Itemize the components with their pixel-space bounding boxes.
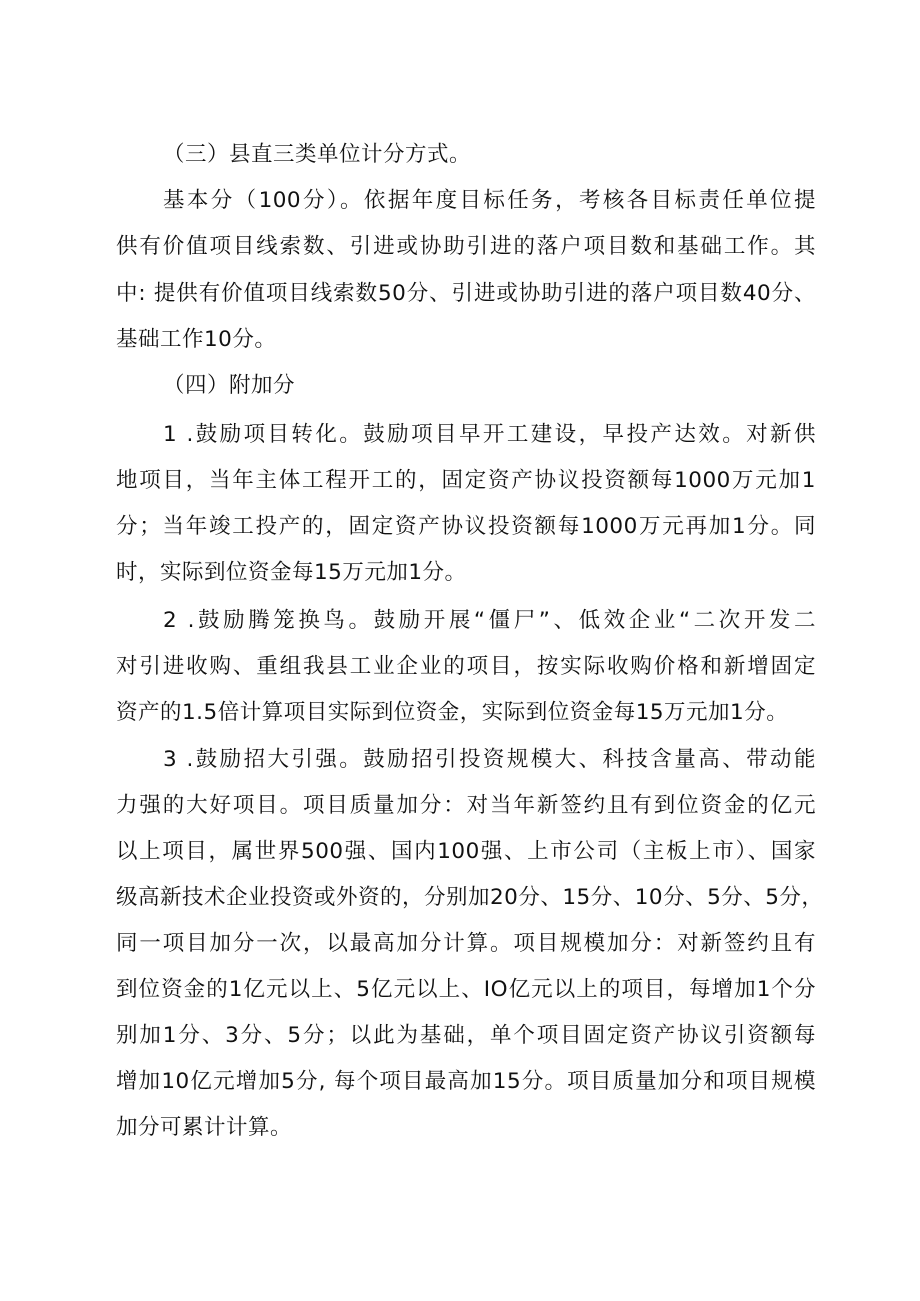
paragraph-line: 同一项目加分一次，以最高加分计算。项目规模加分：对新签约且有 bbox=[116, 931, 816, 956]
paragraph-line: 基本分（100分）。依据年度目标任务，考核各目标责任单位提 bbox=[163, 188, 816, 213]
paragraph-line: 时，实际到位资金每15万元加1分。 bbox=[116, 560, 467, 585]
paragraph-line: 3 .鼓励招大引强。鼓励招引投资规模大、科技含量高、带动能 bbox=[163, 747, 816, 772]
paragraph-line: 到位资金的1亿元以上、5亿元以上、IO亿元以上的项目，每增加1个分 bbox=[116, 977, 816, 1002]
paragraph-line: 1 .鼓励项目转化。鼓励项目早开工建设，早投产达效。对新供 bbox=[163, 422, 816, 447]
paragraph-line: 资产的1.5倍计算项目实际到位资金，实际到位资金每15万元加1分。 bbox=[116, 700, 789, 725]
paragraph-line: 2 .鼓励腾笼换鸟。鼓励开展“僵尸”、低效企业“二次开发二 bbox=[163, 608, 816, 633]
paragraph-line: 分；当年竣工投产的，固定资产协议投资额每1000万元再加1分。同 bbox=[116, 514, 816, 539]
paragraph-line: 对引进收购、重组我县工业企业的项目，按实际收购价格和新增固定 bbox=[116, 654, 816, 679]
section-heading-4: （四）附加分 bbox=[163, 373, 296, 398]
paragraph-line: 地项目，当年主体工程开工的，固定资产协议投资额每1000万元加1 bbox=[116, 468, 816, 493]
paragraph-line: 力强的大好项目。项目质量加分：对当年新签约且有到位资金的亿元 bbox=[116, 793, 816, 818]
paragraph-line: 以上项目，属世界500强、国内100强、上市公司（主板上市）、国家 bbox=[116, 839, 816, 864]
paragraph-line: 加分可累计计算。 bbox=[116, 1115, 293, 1140]
paragraph-line: 基础工作10分。 bbox=[116, 327, 277, 352]
paragraph-line: 增加10亿元增加5分, 每个项目最高加15分。项目质量加分和项目规模 bbox=[116, 1069, 816, 1094]
paragraph-line: 供有价值项目线索数、引进或协助引进的落户项目数和基础工作。其 bbox=[116, 234, 816, 259]
paragraph-line: 中: 提供有价值项目线索数50分、引进或协助引进的落户项目数40分、 bbox=[116, 281, 816, 306]
section-heading-3: （三）县直三类单位计分方式。 bbox=[163, 142, 472, 167]
paragraph-line: 级高新技术企业投资或外资的，分别加20分、15分、10分、5分、5分， bbox=[116, 885, 824, 910]
paragraph-line: 别加1分、3分、5分；以此为基础，单个项目固定资产协议引资额每 bbox=[116, 1023, 816, 1048]
